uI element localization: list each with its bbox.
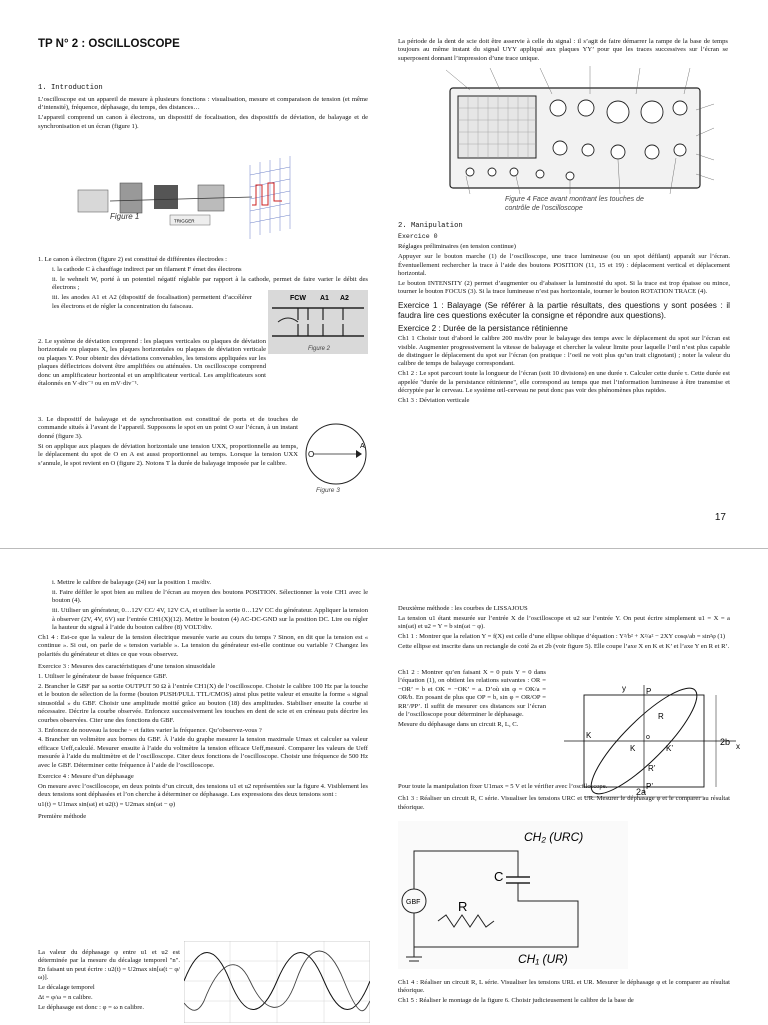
figure-1-diagram — [70, 155, 370, 247]
intro-paragraph-2: L’appareil comprend un canon à électrons, un dispositif de focalisation, des dispositifs de déviation, de balayage et de synchronisation et un écran (figure 1). — [38, 114, 368, 130]
figure-2-label: A2 — [340, 295, 349, 302]
ellipse-paragraph: Cette ellipse est inscrite dans un rectangle de coté 2a et 2b (voir figure 5). Elle coupe l’axe X en K et K’ et l’axe Y en R et R’. — [398, 643, 730, 651]
figure-3-spot — [302, 418, 372, 494]
exercice-2-title: Exercice 2 : Durée de la persistance rétinienne — [398, 323, 568, 333]
fig5-2b-label: 2b — [720, 737, 731, 747]
circuit-ch1-label: CH₁ (UR) — [518, 952, 568, 966]
ch2-paragraph: Ch1 2 : Le spot parcourt toute la longueur de l’écran (soit 10 divisions) en une durée τ. Calculer cette durée τ. Cette durée est appelée "durée de la persistance rétinienne", elle correspond au temps que met l’information lumineuse à être transmise et décryptée par le cerveau. Le système œil-cerveau ne peut donc pas voir des phénomènes plus rapides. — [398, 370, 730, 395]
canon-item: ii. le wehnelt W, porté à un potentiel négatif réglable par rapport à la cathode, permet de faire varier le débit des électrons ; — [52, 275, 368, 292]
method-2-paragraph: La tension u1 étant mesurée sur l’entrée X de l’oscilloscope et u2 sur l’entrée Y. On peut écrire simplement u1 = X = a sin(ωt) et u2 = Y = b sin(ωt − φ). — [398, 614, 730, 631]
rc-circuit-diagram — [398, 821, 628, 969]
list-item: i. Mettre le calibre de balayage (24) sur la position 1 ms/div. — [52, 579, 212, 586]
method-1-heading: Première méthode — [38, 812, 87, 820]
page-title: TP N° 2 : OSCILLOSCOPE — [38, 38, 180, 50]
fig5-p-label: P — [646, 687, 652, 696]
ch3-paragraph: Ch1 3 : Déviation verticale — [398, 397, 470, 405]
canon-item: i. la cathode C à chauffage indirect par un filament F émet des électrons — [52, 265, 242, 273]
balayage-paragraph: 3. Le dispositif de balayage et de synchronisation est constitué de ports et de touches de commande situés à l’avant de l’appareil. Supposons le spot en un point O sur l’écran, à un instant donné (figure 3). — [38, 416, 298, 440]
canon-intro: 1. Le canon à électron (figure 2) est constitué de différentes électrodes : — [38, 256, 228, 263]
ex4-equation: u1(t) = U1max sin(ωt) et u2(t) = U2max sin(ωt − φ) — [38, 801, 176, 809]
figure-4-caption: Figure 4 Face avant montrant les touches de contrôle de l’oscilloscope — [505, 196, 644, 212]
figure-2-electron-gun — [268, 290, 368, 354]
method-1-paragraph: La valeur du déphasage φ entre u1 et u2 est déterminée par la mesure du décalage temporel "n". En faisant un peut écrire : u2(t) = U2max sin[ω(t − φ/ω)]. — [38, 949, 180, 982]
right-top-paragraph-box — [398, 38, 728, 65]
p2-right-bottom — [398, 979, 730, 1007]
fig5-origin-label: o — [646, 734, 650, 741]
method-1-eq2: Le déphasage est donc : φ = ω n calibre. — [38, 1003, 144, 1011]
uxx-paragraph: Si on applique aux plaques de déviation horizontale une tension UXX, proportionnelle au temps, le déplacement du spot de O en A est aussi proportionnel au temps. Lorsque la tension UXX s’annule, le spot revient en O (figure 2). Notons T la durée de balayage imposée par le calibre. — [38, 442, 298, 467]
balayage-section — [38, 416, 298, 469]
circuit-r-label: R — [458, 899, 468, 914]
p2-left-column — [38, 579, 368, 823]
ex3-step: 3. Enfoncez de nouveau la touche ~ et faites varier la fréquence. Qu’observez-vous ? — [38, 726, 262, 734]
figure-2-caption: Figure 2 — [308, 346, 331, 352]
exercice-3-title: Exercice 3 : Mesures des caractéristiques d’une tension sinusoïdale — [38, 663, 216, 671]
ch3-rc-paragraph: Ch1 3 : Réaliser un circuit R, C série. Visualiser les tensions URC et UR. Mesurer le déphasage φ et le comparer au résultat théorique. — [398, 795, 730, 811]
page-number: 17 — [714, 512, 726, 523]
ch2-lissajous-box — [398, 669, 546, 731]
fig5-y-label: y — [622, 684, 626, 693]
exercice-0-heading: Exercice 0 — [398, 233, 438, 241]
method-2-heading: Deuxième méthode : les courbes de LISSAJOUS — [398, 605, 528, 612]
figure-4-oscilloscope-panel — [440, 64, 728, 218]
deviation-paragraph: 2. Le système de déviation comprend : les plaques verticales ou plaques de déviation horizontale ou plaques X, les plaques horizontales ou plaques de déviation verticale ou plaques Y. Pour obtenir des déviations convenables, les tensions appliquées sur les plaques déflectrices doivent être amplifiées ou atténuées. Un oscilloscope comprend donc un amplificateur horizontal et un amplificateur vertical. Les amplificateurs sont étalonnés en V·div⁻¹ ou en mV·div⁻¹. — [38, 338, 266, 388]
figure-2-label: A1 — [320, 295, 329, 302]
method-1-decalage: Le décalage temporel — [38, 984, 95, 992]
circuit-gbf-label: GBF — [406, 899, 421, 906]
fig5-p2-label: P’ — [646, 782, 654, 791]
p2-right-middle — [398, 783, 730, 814]
ch1-lissajous-paragraph: Ch1 1 : Montrer que la relation Y = f(X) est celle d’une ellipse oblique d’équation : Y²/b² + X²/a² − 2XY cosφ/ab = sin²φ (1) — [398, 633, 726, 641]
figure-1-caption: Figure 1 — [110, 212, 140, 221]
exercice-1-title: Exercice 1 : Balayage (Se référer à la partie résultats, des questions y sont posées : il faudra lire ces questions exécuter la consigne et répondre aux questions). — [398, 300, 730, 320]
left-column — [38, 40, 368, 132]
figure-3-point-label: A — [360, 443, 365, 450]
method-1-text — [38, 949, 180, 1014]
figure-2-label: FCW — [290, 295, 306, 302]
manipulation-heading: 2. Manipulation — [398, 222, 463, 230]
intensity-paragraph: Le bouton INTENSITY (2) permet d’augmenter ou d’abaisser la luminosité du spot. Si la trace est trop épaisse ou mince, tourner le bouton FOCUS (3). Si la trace lumineuse n’est pas horizontale, tourner le bouton ROTATION TRACE (4). — [398, 279, 730, 296]
list-item: ii. Faire défiler le spot bien au milieu de l’écran au moyen des boutons POSITION. Sélectionner la voie CH1 avec le bouton (4). — [52, 588, 368, 605]
method-1-eq1: Δt = φ/ω = n calibre. — [38, 994, 93, 1002]
figure-3-origin-label: O — [308, 450, 315, 459]
sine-waves-graph — [184, 941, 370, 1023]
fig5-2a-label: 2a — [636, 787, 647, 797]
ex3-step: 2. Brancher le GBF par sa sortie OUTPUT 50 Ω à l’entrée CH1(X) de l’oscilloscope. Choisir le calibre 100 Hz par la touche et le bouton de sélection de la forme (bouton PUSH/PULL TTL/CMOS) ainsi plus petite valeur et ensuite la forme « signal sinusoïdal » du GBF. Choisir une amplitude moitié grâce au bouton (18) des amplitudes. Stabiliser ensuite la courbe si nécessaire. Décrire la courbe observée. Enfoncez successivement les touches en dent de scie et en créneau puis décrire les courbes observées. Citer une des fonctions du GBF. — [38, 682, 368, 724]
ch4-paragraph: Ch1 4 : Est-ce que la valeur de la tension électrique mesurée varie au cours du temps ? Sinon, en dit que la tension est « continue ». Si oui, on parle de « tension variable ». La tension du générateur est-elle continue ou variable ? Changez les polarités du générateur et dites ce que vous observez. — [38, 633, 368, 658]
figure-3-caption: Figure 3 — [316, 487, 340, 494]
intro-paragraph-1: L’oscilloscope est un appareil de mesure à plusieurs fonctions : visualisation, mesure et comparaison de tension (et même d’intensité), fréquence, déphasage, du temps, des distances… — [38, 95, 368, 112]
fig5-x-label: x — [736, 742, 740, 751]
fig5-r-label: R — [658, 712, 664, 721]
fig5-r2-label: R’ — [648, 764, 656, 773]
ch4-rl-paragraph: Ch1 4 : Réaliser un circuit R, L série. Visualiser les tensions URL et UR. Mesurer le déphasage φ et le comparer au résultat théorique. — [398, 979, 730, 995]
tension-paragraph: Pour toute la manipulation fixer U1max = 5 V et le vérifier avec l’oscilloscope. — [398, 783, 608, 790]
reglages-heading: Réglages préliminaires (en tension continue) — [398, 243, 516, 251]
ex4-paragraph: On mesure avec l’oscilloscope, en deux points d’un circuit, des tensions u1 et u2 représentées sur la figure 4. Visiblement les deux tensions sont déphasées et l’on cherche à déterminer ce déphasage. Les expressions des deux tensions sont : — [38, 782, 368, 799]
fig5-k-inner-label: K — [630, 744, 636, 753]
fig5-k-label: K — [586, 731, 592, 740]
fig5-k2-label: K’ — [666, 744, 674, 753]
right-top-paragraph: La période de la dent de scie doit être asservie à celle du signal : il s’agit de faire démarrer la rampe de la base de temps toujours au même instant du signal UYY appliqué aux plaques YY’ pour que les traces successives sur l’écran se superposent donnant l’impression d’une trace unique. — [398, 38, 728, 62]
circuit-ch2-label: CH₂ (URC) — [524, 830, 584, 844]
ch5-paragraph: Ch1 5 : Réaliser le montage de la figure 6. Choisir judicieusement le calibre de la base de — [398, 997, 634, 1005]
list-item: iii. Utiliser un générateur, 0…12V CC/ 4V, 12V CA, et utiliser la sortie 0…12V CC du générateur. Appliquer la tension à observer (2V, 4V, 6V) sur l’entrée CH1(X)(12). Mettre le bouton (4) AC-DC-GND sur la position DC. Lire ou régler la hauteur du signal à l’aide du bouton calibre (8) VOLT/div. — [52, 607, 368, 632]
ex3-step: 4. Brancher un voltmètre aux bornes du GBF. À l’aide du graphe mesurer la tension maximale Umax et calculer sa valeur efficace Ueff,calculé. Mesurer ensuite à l’aide du voltmètre la tension efficace Ueff,mesuré. Comparer les valeurs de Ueff mesurée à l’aide du multimètre et de l’oscilloscope. Citer deux fonctions de l’oscilloscope. Choisir une fréquence de 500 Hz avec le GBF. Déterminer cette fréquence à l’aide de l’oscilloscope. — [38, 736, 368, 769]
page-18 — [0, 548, 768, 1025]
mesure-paragraph: Mesure du déphasage dans un circuit R, L, C. — [398, 720, 519, 728]
ex3-step: 1. Utiliser le générateur de basse fréquence GBF. — [38, 673, 168, 681]
ch2-lissajous-paragraph: Ch1 2 : Montrer qu’en faisant X = 0 puis Y = 0 dans l’équation (1), on obtient les relations suivantes : OR = −OR’ = b et OK = −OK’ = a. D’où sin φ = OK/a = OR/b. En posant de plus que OP = b, sin φ = OR/OP = RR’/PP’. Il suffit de mesurer ces distances sur l’écran de l’oscilloscope pour déterminer le déphasage. — [398, 669, 546, 719]
reglages-paragraph: Appuyer sur le bouton marche (1) de l’oscilloscope, une trace lumineuse (ou un spot défilant) apparaît sur l’écran. Éventuellement rechercher la trace à l’aide des boutons POSITION (11, 15 et 19) : déplacement vertical et déplacement horizontal. — [398, 253, 730, 278]
figure-1-trigger-label: TRIGGER — [174, 218, 195, 224]
intro-heading: 1. Introduction — [38, 84, 103, 93]
canon-item: iii. les anodes A1 et A2 (dispositif de focalisation) permettent d’accélérer les électrons et de régler la concentration du faisceau. — [52, 294, 252, 310]
deviation-section — [38, 338, 266, 390]
circuit-c-label: C — [494, 869, 504, 884]
ch1-paragraph: Ch1 1 Choisir tout d’abord le calibre 200 ms/div pour le balayage des temps avec le déplacement du spot sur l’écran est visible. Augmenter progressivement la vitesse de balayage et chercher la valeur limite pour laquelle l’œil n’est plus capable de distinguer le déplacement du spot sur l’écran (on pratique : l’oeil ne voit plus qu’un trait clignotant) ; noter la valeur du calibre de temps de balayage correspondant. — [398, 335, 730, 368]
p2-right-column-top — [398, 605, 730, 653]
manipulation-section — [398, 222, 730, 407]
exercice-4-title: Exercice 4 : Mesure d’un déphasage — [38, 773, 134, 781]
